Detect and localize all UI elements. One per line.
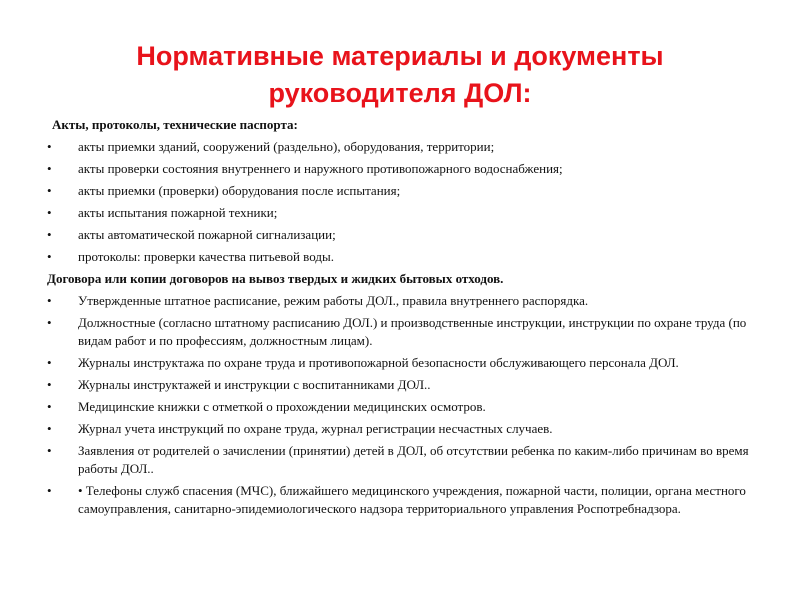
documents-list-item-text: Журнал учета инструкций по охране труда, журнал регистрации несчастных случаев. [78, 421, 553, 436]
documents-list-item-text: Утвержденные штатное расписание, режим работы ДОЛ., правила внутреннего распорядка. [78, 293, 589, 308]
bullet-icon: • [47, 443, 52, 458]
section-heading-acts: Акты, протоколы, технические паспорта: [52, 117, 298, 132]
bullet-icon: • [47, 399, 52, 414]
documents-list-item [47, 354, 782, 372]
documents-list-item [47, 442, 782, 478]
documents-list-item [47, 482, 782, 518]
bullet-icon: • [47, 355, 52, 370]
documents-list-item-text: Должностные (согласно штатному расписанию ДОЛ.) и производственные инструкции, инструкции по охране труда (по видам работ и по профессиям, должностным лицам). [78, 315, 747, 348]
documents-list-item [47, 314, 782, 350]
bullet-icon: • [47, 293, 52, 308]
acts-list-item [47, 182, 782, 200]
bullet-icon: • [47, 249, 52, 264]
documents-list-item [47, 398, 782, 416]
documents-list-item-text: Журналы инструктажей и инструкции с воспитанниками ДОЛ.. [78, 377, 431, 392]
bullet-icon: • [47, 183, 52, 198]
section-heading-contracts: Договора или копии договоров на вывоз твердых и жидких бытовых отходов. [47, 271, 504, 286]
acts-list-item [47, 226, 782, 244]
bullet-icon: • [47, 139, 52, 154]
acts-list-item [47, 204, 782, 222]
slide-content [47, 116, 782, 522]
documents-list-item [47, 376, 782, 394]
slide-title [0, 38, 800, 112]
documents-list-item-text: Заявления от родителей о зачислении (принятии) детей в ДОЛ, об отсутствии ребенка по каким-либо причинам во время работы ДОЛ.. [78, 443, 749, 476]
bullet-icon: • [47, 421, 52, 436]
acts-list-item [47, 248, 782, 266]
acts-list-item-text: акты автоматической пожарной сигнализации; [78, 227, 336, 242]
acts-list-item [47, 160, 782, 178]
bullet-icon: • [47, 205, 52, 220]
documents-list-item [47, 420, 782, 438]
slide-title-line-2: руководителя ДОЛ: [268, 78, 532, 108]
acts-list-item-text: акты испытания пожарной техники; [78, 205, 278, 220]
acts-list-item-text: акты приемки зданий, сооружений (раздельно), оборудования, территории; [78, 139, 495, 154]
slide-title-line-1: Нормативные материалы и документы [136, 41, 664, 71]
bullet-icon: • [47, 227, 52, 242]
bullet-icon: • [47, 483, 52, 498]
documents-list-item-text: Журналы инструктажа по охране труда и противопожарной безопасности обслуживающего персонала ДОЛ. [78, 355, 679, 370]
acts-list-item-text: акты проверки состояния внутреннего и наружного противопожарного водоснабжения; [78, 161, 563, 176]
bullet-icon: • [47, 161, 52, 176]
documents-list-item-text: • Телефоны служб спасения (МЧС), ближайшего медицинского учреждения, пожарной части, полиции, органа местного самоуправления, санитарно-эпидемиологического надзора территориального управления Роспотребнадзора. [78, 483, 746, 516]
documents-list [47, 292, 782, 518]
documents-list-item-text: Медицинские книжки с отметкой о прохождении медицинских осмотров. [78, 399, 486, 414]
bullet-icon: • [47, 315, 52, 330]
documents-list-item [47, 292, 782, 310]
bullet-icon: • [47, 377, 52, 392]
acts-list [47, 138, 782, 266]
acts-list-item-text: акты приемки (проверки) оборудования после испытания; [78, 183, 401, 198]
acts-list-item [47, 138, 782, 156]
acts-list-item-text: протоколы: проверки качества питьевой воды. [78, 249, 334, 264]
